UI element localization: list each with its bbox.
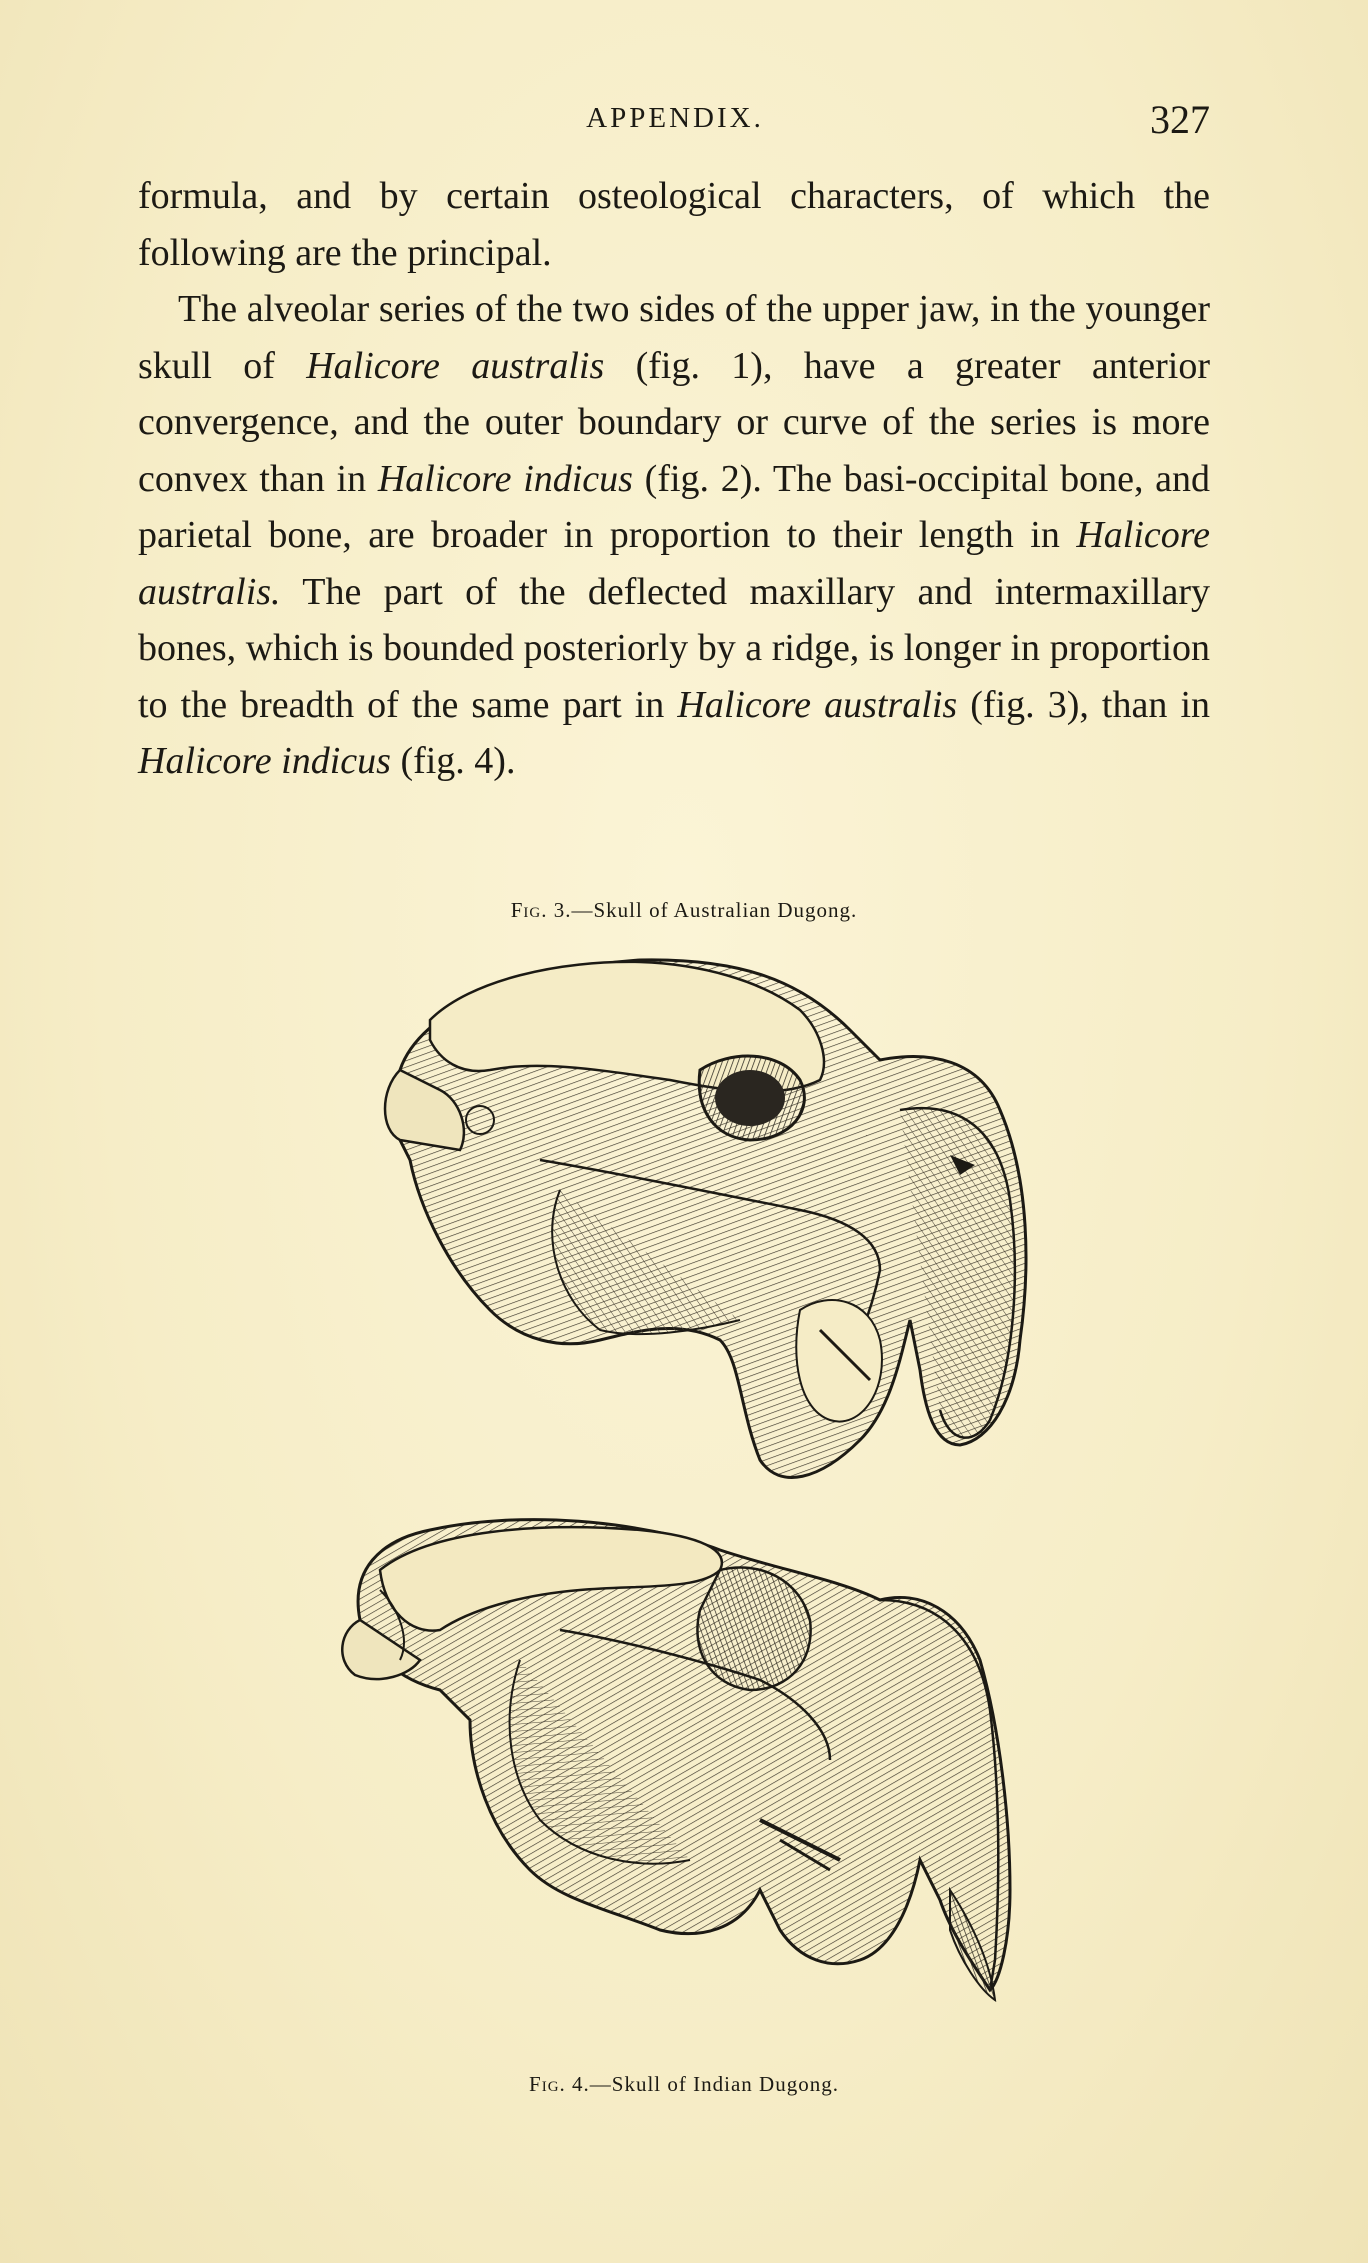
australian-dugong-skull-engraving — [0, 940, 1368, 1520]
running-head — [140, 96, 1210, 146]
species-name: Halicore indicus — [377, 457, 633, 500]
page-number: 327 — [1150, 97, 1210, 142]
figure-label: Fig. 4. — [529, 2072, 590, 2096]
figure-4-caption: Fig. 4.—Skull of Indian Dugong. — [529, 2072, 839, 2096]
running-head-title: APPENDIX. — [586, 102, 764, 134]
paragraph-continued: formula, and by certain osteological characters, of which the following are the principal. — [138, 175, 1210, 274]
paragraph-osteology: The alveolar series of the two sides of the upper jaw, in the younger skull of Halicore australis (fig. 1), have a greater anterior convergence, and the outer boundary or curve of the series is more convex than in Halicore indicus (fig. 2). The basi-occipital bone, and parietal bone, are broader in proportion to their length in Halicore australis. The part of the deflected maxillary and intermaxillary bones, which is bounded posteriorly by a ridge, is longer in proportion to the breadth of the same part in Halicore australis (fig. 3), than in Halicore indicus (fig. 4). — [138, 288, 1211, 782]
species-name: Halicore australis — [677, 683, 958, 726]
species-name: Halicore indicus — [138, 740, 391, 782]
indian-dugong-skull-engraving — [0, 1460, 1368, 2030]
figure-3-caption: Fig. 3.—Skull of Australian Dugong. — [510, 898, 858, 922]
species-name: Halicore australis — [306, 344, 605, 387]
species-name: Halicore australis. — [138, 514, 1210, 613]
figure-label: Fig. 3. — [510, 898, 572, 922]
body-text — [138, 168, 1210, 790]
